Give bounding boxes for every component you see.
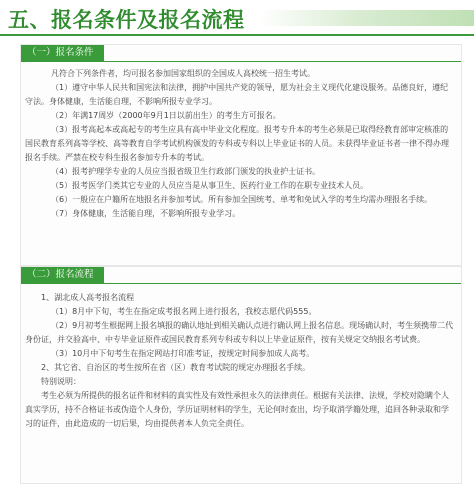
page-header: [0, 0, 474, 36]
paragraph: （3）10月中下旬考生在指定网站打印准考证，按规定时间参加成人高考。: [51, 349, 315, 358]
section-process: [20, 266, 462, 484]
paragraph: （1）8月中下旬，考生在指定成考报名网上进行报名，我校志愿代码555。: [51, 307, 317, 316]
paragraph: （4）报考护理学专业的人员应当报省级卫生行政部门颁发的执业护士证书。: [51, 167, 321, 176]
paragraph: （3）报考高起本或高起专的考生应具有高中毕业文化程度。报考专升本的考生必须是已取得经教育部审定核准的国民教育系列高等学校、高等教育自学考试机构颁发的专科或专科以上毕业证书的人员。未获得毕业证书者一律不得办理报名手续。严禁在校专科生报名参加专升本的考试。: [25, 125, 449, 162]
paragraph: （1）遵守中华人民共和国宪法和法律，拥护中国共产党的领导，愿为社会主义现代化建设服务。品德良好，遵纪守法。身体健康，生活能自理，不影响所报专业学习。: [25, 83, 449, 106]
section-divider: [21, 283, 461, 284]
section-requirements: [20, 44, 462, 266]
paragraph: 1、湖北成人高考报名流程: [41, 293, 135, 302]
paragraph: 凡符合下列条件者，均可报名参加国家组织的全国成人高校统一招生考试。: [51, 69, 315, 78]
header-divider: [0, 34, 474, 36]
section-content: [25, 291, 455, 431]
paragraph: （5）报考医学门类其它专业的人员应当是从事卫生、医药行业工作的在职专业技术人员。: [51, 181, 369, 190]
paragraph: （7）身体健康，生活能自理，不影响所报专业学习。: [51, 209, 241, 218]
paragraph: （6）一般应在户籍所在地报名并参加考试。所有参加全国统考、单考和免试入学的考生均需办理报名手续。: [51, 195, 433, 204]
section-content: [25, 67, 455, 221]
section-divider: [21, 61, 461, 62]
page-title: 五、报名条件及报名流程: [8, 8, 245, 32]
paragraph: 考生必须为所提供的报名证件和材料的真实性及有效性承担永久的法律责任。根据有关法律、法规，学校对隐瞒个人真实学历，持不合格证书或伪造个人身份，学历证明材料的学生，无论何时查出，均予取消学籍处理，追回各种录取和学习的证件，由此造成的一切后果，均由提供者本人负完全责任。: [25, 391, 449, 428]
paragraph: 特别说明：: [41, 377, 81, 386]
section-label-requirements: （一）报名条件: [21, 45, 104, 61]
header-decor-band: [260, 10, 474, 26]
paragraph: （2）年满17周岁（2000年9月1日以前出生）的考生方可报名。: [51, 111, 281, 120]
section-label-process: （二）报名流程: [21, 267, 104, 283]
paragraph: 2、其它省、自治区的考生按所在省（区）教育考试院的规定办理报名手续。: [41, 363, 311, 372]
paragraph: （2）9月初考生根据网上报名填报的确认地址到相关确认点进行确认网上报名信息。现场确认时，考生须携带二代身份证，并交验高中、中专毕业证原件或国民教育系列专科或专科以上毕业证原件，按有关规定交纳报名考试费。: [25, 321, 454, 344]
